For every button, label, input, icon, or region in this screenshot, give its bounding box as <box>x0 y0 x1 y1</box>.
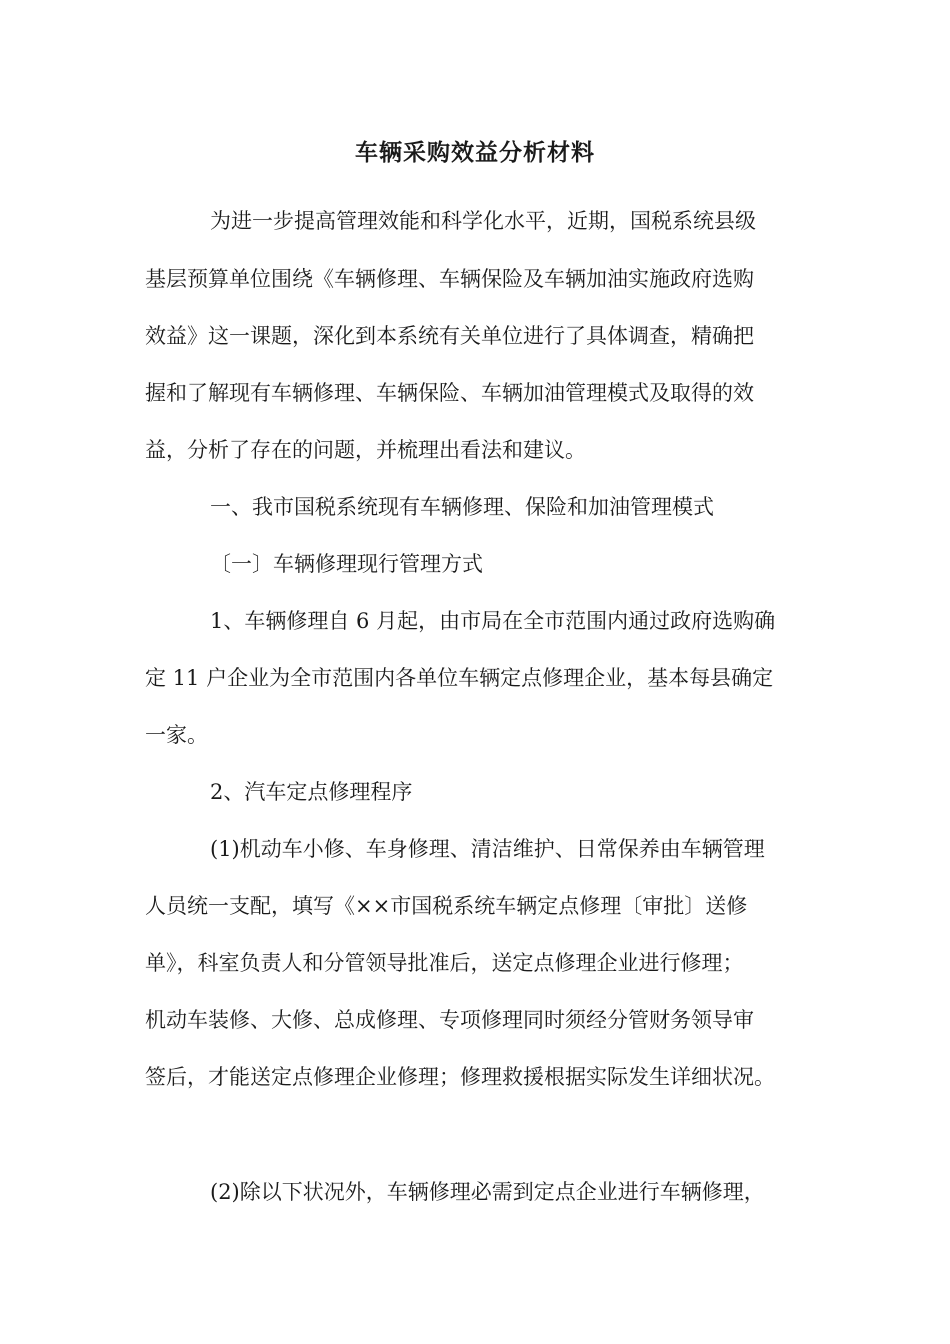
paragraph-line: 签后，才能送定点修理企业修理；修理救援根据实际发生详细状况。 <box>145 1065 775 1089</box>
paragraph-line: (2)除以下状况外，车辆修理必需到定点企业进行车辆修理， <box>210 1180 765 1204</box>
section-heading: 一、我市国税系统现有车辆修理、保险和加油管理模式 <box>210 495 714 519</box>
paragraph-line: 基层预算单位围绕《车辆修理、车辆保险及车辆加油实施政府选购 <box>145 267 754 291</box>
paragraph-line: 1、车辆修理自 6 月起，由市局在全市范围内通过政府选购确 <box>210 609 776 633</box>
paragraph-line: 为进一步提高管理效能和科学化水平，近期，国税系统县级 <box>210 209 756 233</box>
paragraph-line: 单》，科室负责人和分管领导批准后，送定点修理企业进行修理； <box>145 951 744 975</box>
paragraph-line: 握和了解现有车辆修理、车辆保险、车辆加油管理模式及取得的效 <box>145 381 754 405</box>
paragraph-line: 效益》这一课题，深化到本系统有关单位进行了具体调查，精确把 <box>145 324 754 348</box>
paragraph-line: (1)机动车小修、车身修理、清洁维护、日常保养由车辆管理 <box>210 837 765 861</box>
document-title: 车辆采购效益分析材料 <box>355 140 595 166</box>
paragraph-line: 一家。 <box>145 723 208 747</box>
paragraph-line: 定 11 户企业为全市范围内各单位车辆定点修理企业，基本每县确定 <box>145 666 774 690</box>
paragraph-line: 2、汽车定点修理程序 <box>210 780 413 804</box>
subsection-heading: 〔一〕车辆修理现行管理方式 <box>210 552 483 576</box>
paragraph-line: 人员统一支配，填写《××市国税系统车辆定点修理〔审批〕送修 <box>145 894 748 918</box>
paragraph-line: 机动车装修、大修、总成修理、专项修理同时须经分管财务领导审 <box>145 1008 754 1032</box>
paragraph-line: 益，分析了存在的问题，并梳理出看法和建议。 <box>145 438 586 462</box>
